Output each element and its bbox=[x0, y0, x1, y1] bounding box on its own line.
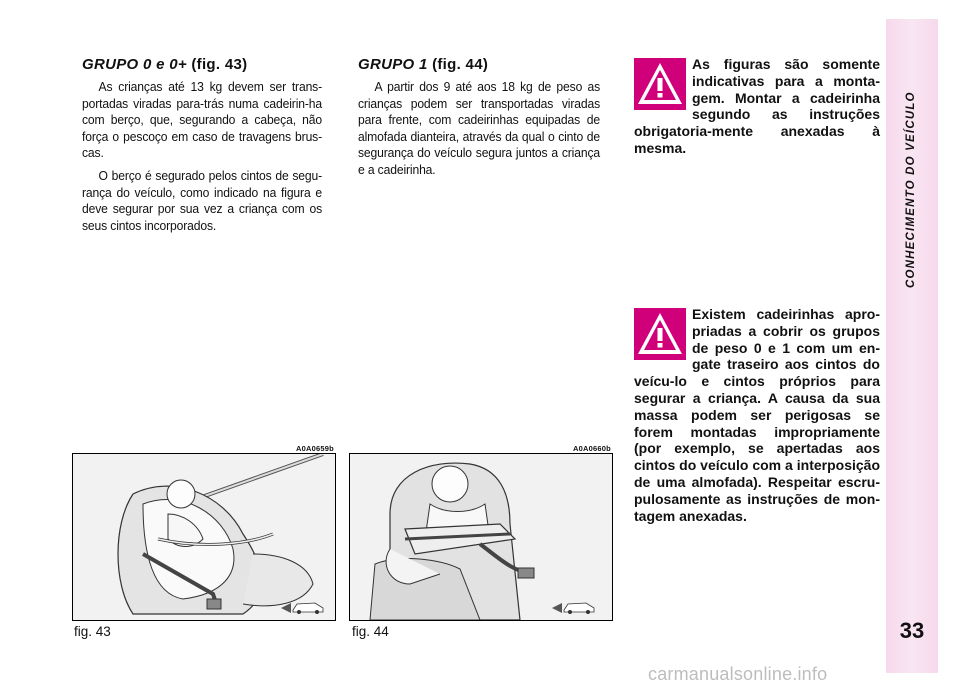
figure-44-illustration bbox=[349, 453, 613, 621]
watermark: carmanualsonline.info bbox=[648, 664, 828, 684]
heading-group-name: GRUPO 1 bbox=[358, 56, 428, 73]
figure-label: fig. 44 bbox=[352, 624, 389, 639]
section-heading-group-0 bbox=[82, 56, 322, 73]
warning-triangle-icon bbox=[634, 308, 686, 360]
warning-text: Existem cadeirinhas apro-priadas a cobrir os grupos de peso 0 e 1 com um en-gate traseiro aos cintos do veícu-lo e cintos próprios para segurar a criança. A causa da sua massa podem ser perigosas se forem montadas impropriamente (por exemplo, se apertadas aos cintos do veículo com a interposição de uma almofada). Respeitar escru-pulosamente as instruções de mon-tagem anexadas. bbox=[634, 306, 880, 524]
heading-fig-ref: (fig. 43) bbox=[191, 56, 248, 73]
column-group-0 bbox=[82, 56, 322, 240]
figure-code: A0A0659b bbox=[296, 444, 334, 453]
chapter-title: CONHECIMENTO DO VEÍCULO bbox=[905, 91, 917, 288]
heading-group-name: GRUPO 0 e 0+ bbox=[82, 56, 187, 73]
warning-triangle-icon bbox=[634, 58, 686, 110]
paragraph: O berço é segurado pelos cintos de segu-rança do veículo, como indicado na figura e deve segurar por sua vez a criança com os seus cintos incorporados. bbox=[82, 167, 323, 233]
figure-code: A0A0660b bbox=[573, 444, 611, 453]
figure-label: fig. 43 bbox=[74, 624, 111, 639]
paragraph: A partir dos 9 até aos 18 kg de peso as crianças podem ser transportadas viradas para frente, com cadeirinhas equipadas de almofada dianteira, através da qual o cinto de segurança do veículo segura juntos a criança e a cadeirinha. bbox=[358, 79, 601, 177]
figure-43-illustration bbox=[72, 453, 336, 621]
child-seat-illustration bbox=[350, 454, 612, 620]
section-heading-group-1 bbox=[358, 56, 600, 73]
warning-text: As figuras são somente indicativas para a monta-gem. Montar a cadeirinha segundo as instruções obrigatoria-mente anexadas à mesma. bbox=[634, 56, 880, 156]
page-number: 33 bbox=[899, 618, 925, 643]
column-group-1 bbox=[358, 56, 600, 185]
paragraph: As crianças até 13 kg devem ser trans-portadas viradas para-trás numa cadeirin-ha com berço, que, segurando a cabeça, não força o pescoço em caso de travagens brus-cas. bbox=[82, 79, 323, 161]
warning-note-figures bbox=[634, 56, 880, 157]
infant-carrier-illustration bbox=[73, 454, 335, 620]
warning-note-seats bbox=[634, 306, 880, 524]
heading-fig-ref: (fig. 44) bbox=[432, 56, 489, 73]
